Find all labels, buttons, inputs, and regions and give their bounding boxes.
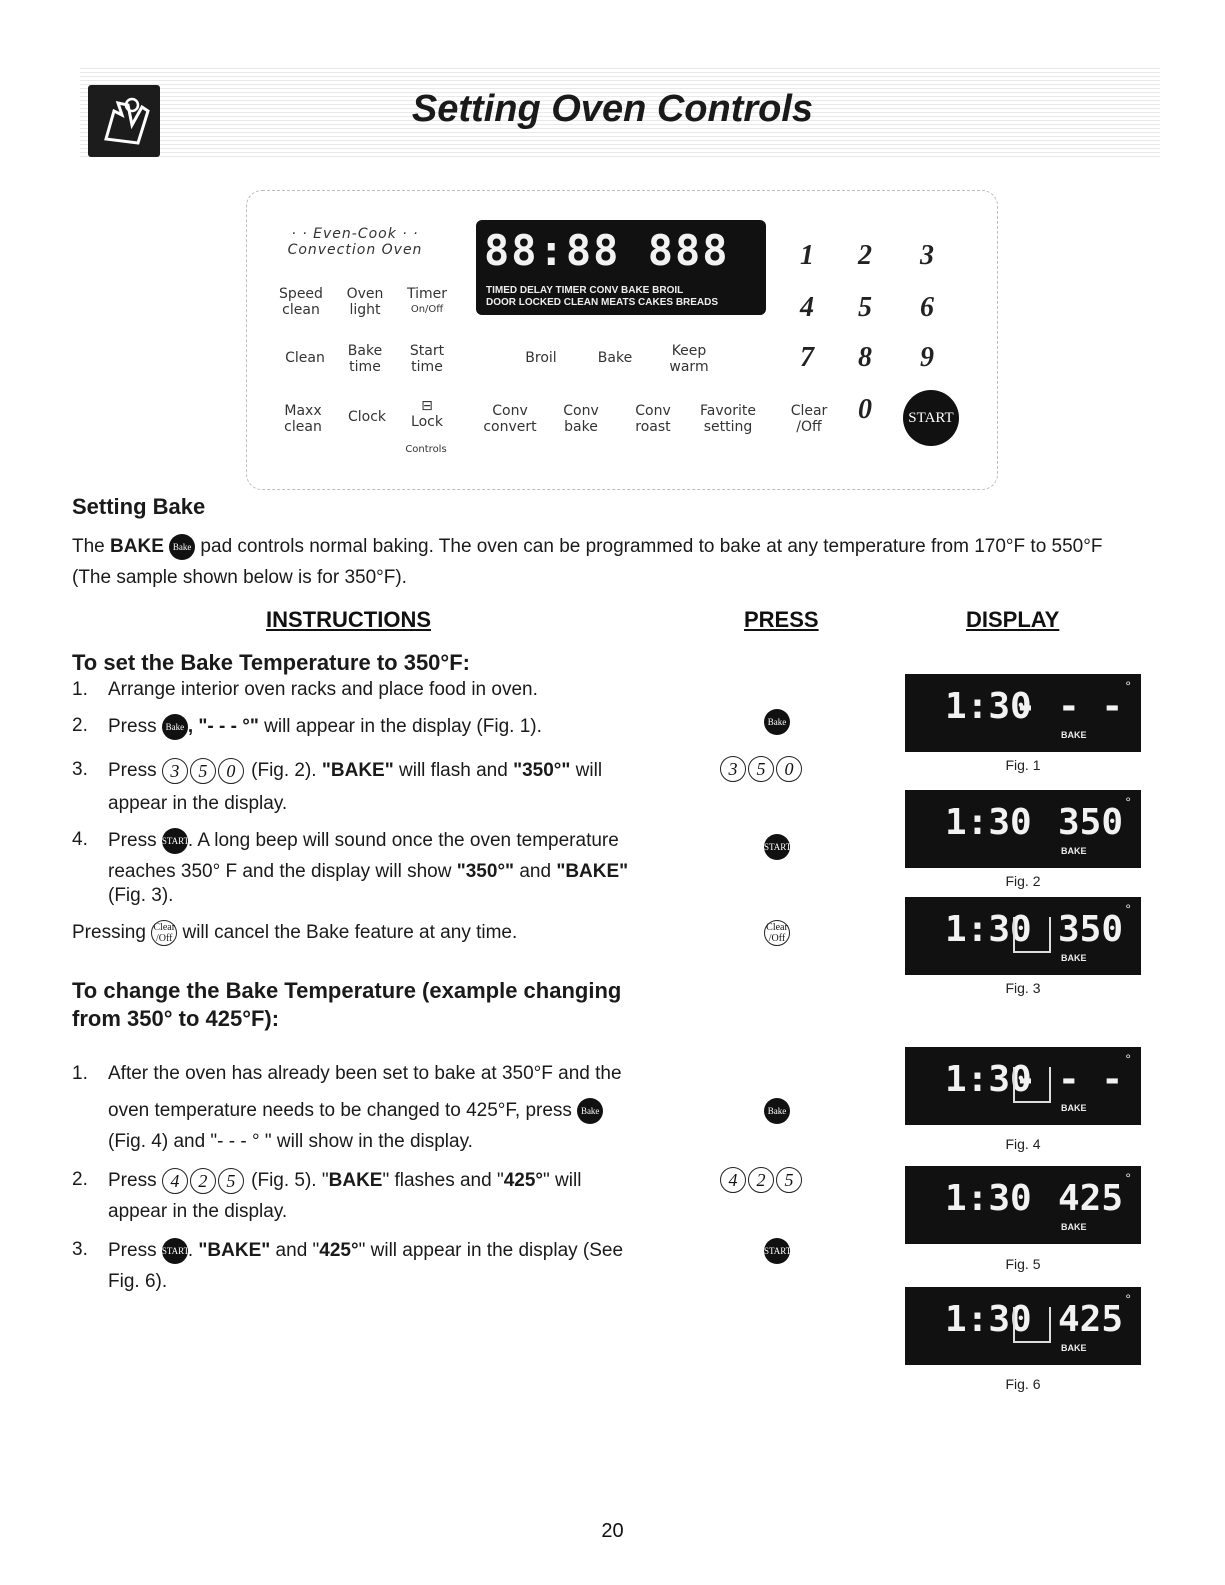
lcd-digits: 88:88 888 — [484, 226, 730, 275]
display-figure: 1:30 - - - ° BAKE — [905, 674, 1141, 752]
press-bake-1: Bake — [764, 709, 790, 735]
change-temp-heading-2: from 350° to 425°F): — [72, 1006, 280, 1031]
change-step-2: Press 4 2 5 (Fig. 5). "BAKE" flashes and "425°" will — [108, 1168, 581, 1194]
display-figure: 1:30 425 ° BAKE — [905, 1166, 1141, 1244]
step-number: 3. — [72, 1239, 88, 1260]
page-title: Setting Oven Controls — [411, 88, 814, 130]
bake-pad-icon: Bake — [169, 534, 195, 560]
keep-warm-pad[interactable]: Keep warm — [669, 343, 709, 375]
step-number: 4. — [72, 829, 88, 850]
press-digits-425: 4 2 5 — [720, 1167, 804, 1193]
set-step-4: Press START. A long beep will sound once the oven temperature — [108, 828, 619, 854]
broil-pad[interactable]: Broil — [525, 350, 557, 366]
figure-caption: Fig. 6 — [1005, 1376, 1041, 1392]
display-figure: 1:30 425 ° BAKE — [905, 1287, 1141, 1365]
panel-brand-line-1: · · Even-Cook · · — [291, 226, 419, 242]
digit-5-icon: 5 — [218, 1168, 244, 1194]
change-step-1-cont: oven temperature needs to be changed to 425°F, press Bake — [108, 1098, 603, 1124]
intro-line-2: (The sample shown below is for 350°F). — [72, 567, 407, 588]
page-number: 20 — [601, 1520, 624, 1542]
keypad-4[interactable]: 4 — [800, 292, 814, 323]
press-start-2: START — [764, 1238, 790, 1264]
favorite-setting-pad[interactable]: Favorite setting — [700, 403, 756, 435]
start-pad-icon: START — [162, 828, 188, 854]
set-temp-heading: To set the Bake Temperature to 350°F: — [72, 650, 470, 675]
lcd-indicator-words: TIMED DELAY TIMER CONV BAKE BROIL DOOR LOCKED CLEAN MEATS CAKES BREADS — [486, 285, 719, 308]
keypad-8[interactable]: 8 — [858, 342, 872, 373]
oven-light-pad[interactable]: Oven light — [346, 286, 384, 318]
set-step-2: Press Bake , "- - - °" will appear in the display (Fig. 1). — [108, 714, 542, 740]
conv-convert-pad[interactable]: Conv convert — [483, 403, 537, 435]
lock-pad[interactable]: ⊟ Lock — [402, 398, 452, 430]
change-step-1-fig: (Fig. 4) and "- - - ° " will show in the display. — [108, 1131, 473, 1152]
change-step-3-fig: Fig. 6). — [108, 1271, 168, 1292]
press-digits-350: 3 5 0 — [720, 756, 804, 782]
cancel-note: Pressing Clear /Off will cancel the Bake feature at any time. — [72, 922, 518, 944]
keypad-1[interactable]: 1 — [800, 240, 814, 271]
digit-5-icon: 5 — [190, 758, 216, 784]
set-step-1: Arrange interior oven racks and place food in oven. — [108, 679, 538, 700]
start-time-pad[interactable]: Start time — [409, 343, 445, 375]
bake-time-pad[interactable]: Bake time — [347, 343, 383, 375]
display-figure: 1:30 350 ° BAKE — [905, 790, 1141, 868]
keypad-7[interactable]: 7 — [800, 342, 814, 373]
start-pad[interactable]: START — [903, 390, 959, 446]
digit-0-icon: 0 — [218, 758, 244, 784]
clock-pad[interactable]: Clock — [347, 409, 387, 425]
figure-caption: Fig. 4 — [1005, 1136, 1041, 1152]
step-number: 2. — [72, 715, 88, 736]
figure-caption: Fig. 3 — [1005, 980, 1041, 996]
keypad-2[interactable]: 2 — [858, 240, 872, 271]
column-instructions: INSTRUCTIONS — [266, 607, 431, 632]
display-figure: 1:30 350 ° BAKE — [905, 897, 1141, 975]
column-display: DISPLAY — [966, 607, 1060, 632]
section-title: Setting Bake — [72, 494, 206, 519]
keypad-5[interactable]: 5 — [858, 292, 872, 323]
clean-pad[interactable]: Clean — [285, 350, 325, 366]
step-number: 1. — [72, 1063, 88, 1084]
intro-line-1: The BAKE Bake pad controls normal baking. The oven can be programmed to bake at any temperature from 170°F to 550°F — [72, 534, 1172, 560]
panel-brand — [270, 226, 440, 258]
timer-pad[interactable]: Timer On/Off — [406, 286, 448, 315]
press-clear-off: Clear /Off — [764, 920, 790, 946]
set-step-4-fig: (Fig. 3). — [108, 885, 174, 906]
keypad-0[interactable]: 0 — [858, 394, 872, 425]
press-bake-2: Bake — [764, 1098, 790, 1124]
step-number: 1. — [72, 679, 88, 700]
maxx-clean-pad[interactable]: Maxx clean — [284, 403, 322, 435]
change-step-2-cont: appear in the display. — [108, 1201, 288, 1222]
change-step-3: Press START. "BAKE" and "425°" will appear in the display (See — [108, 1238, 623, 1264]
keypad-9[interactable]: 9 — [920, 342, 934, 373]
bake-pad-icon: Bake — [577, 1098, 603, 1124]
set-step-4-cont: reaches 350° F and the display will show "350°" and "BAKE" — [108, 861, 629, 882]
digit-2-icon: 2 — [190, 1168, 216, 1194]
display-figure: 1:30 - - - ° BAKE — [905, 1047, 1141, 1125]
figure-caption: Fig. 5 — [1005, 1256, 1041, 1272]
panel-brand-line-2: Convection Oven — [287, 242, 423, 258]
keypad-6[interactable]: 6 — [920, 292, 934, 323]
speed-clean-pad[interactable]: Speed clean — [279, 286, 323, 318]
oven-indicator-box — [1013, 1307, 1051, 1343]
oven-indicator-box — [1013, 917, 1051, 953]
bake-pad-icon: Bake — [162, 714, 188, 740]
step-number: 2. — [72, 1169, 88, 1190]
step-number: 3. — [72, 759, 88, 780]
start-pad-icon: START — [162, 1238, 188, 1264]
change-step-1: After the oven has already been set to bake at 350°F and the — [108, 1063, 622, 1084]
lock-icon: ⊟ — [421, 398, 433, 414]
set-step-3: Press 3 5 0 (Fig. 2). "BAKE" will flash and "350°" will — [108, 758, 602, 784]
press-start-1: START — [764, 834, 790, 860]
figure-caption: Fig. 1 — [1005, 757, 1041, 773]
clear-off-pad-icon: Clear /Off — [151, 920, 177, 946]
keypad-3[interactable]: 3 — [920, 240, 934, 271]
controls-label: Controls — [405, 444, 447, 455]
conv-roast-pad[interactable]: Conv roast — [635, 403, 671, 435]
figure-caption: Fig. 2 — [1005, 873, 1041, 889]
bake-pad[interactable]: Bake — [597, 350, 633, 366]
column-press: PRESS — [744, 607, 819, 632]
change-temp-heading-1: To change the Bake Temperature (example changing — [72, 978, 622, 1003]
clear-off-pad[interactable]: Clear /Off — [790, 403, 828, 435]
digit-4-icon: 4 — [162, 1168, 188, 1194]
conv-bake-pad[interactable]: Conv bake — [563, 403, 599, 435]
digit-3-icon: 3 — [162, 758, 188, 784]
set-step-3-cont: appear in the display. — [108, 793, 288, 814]
